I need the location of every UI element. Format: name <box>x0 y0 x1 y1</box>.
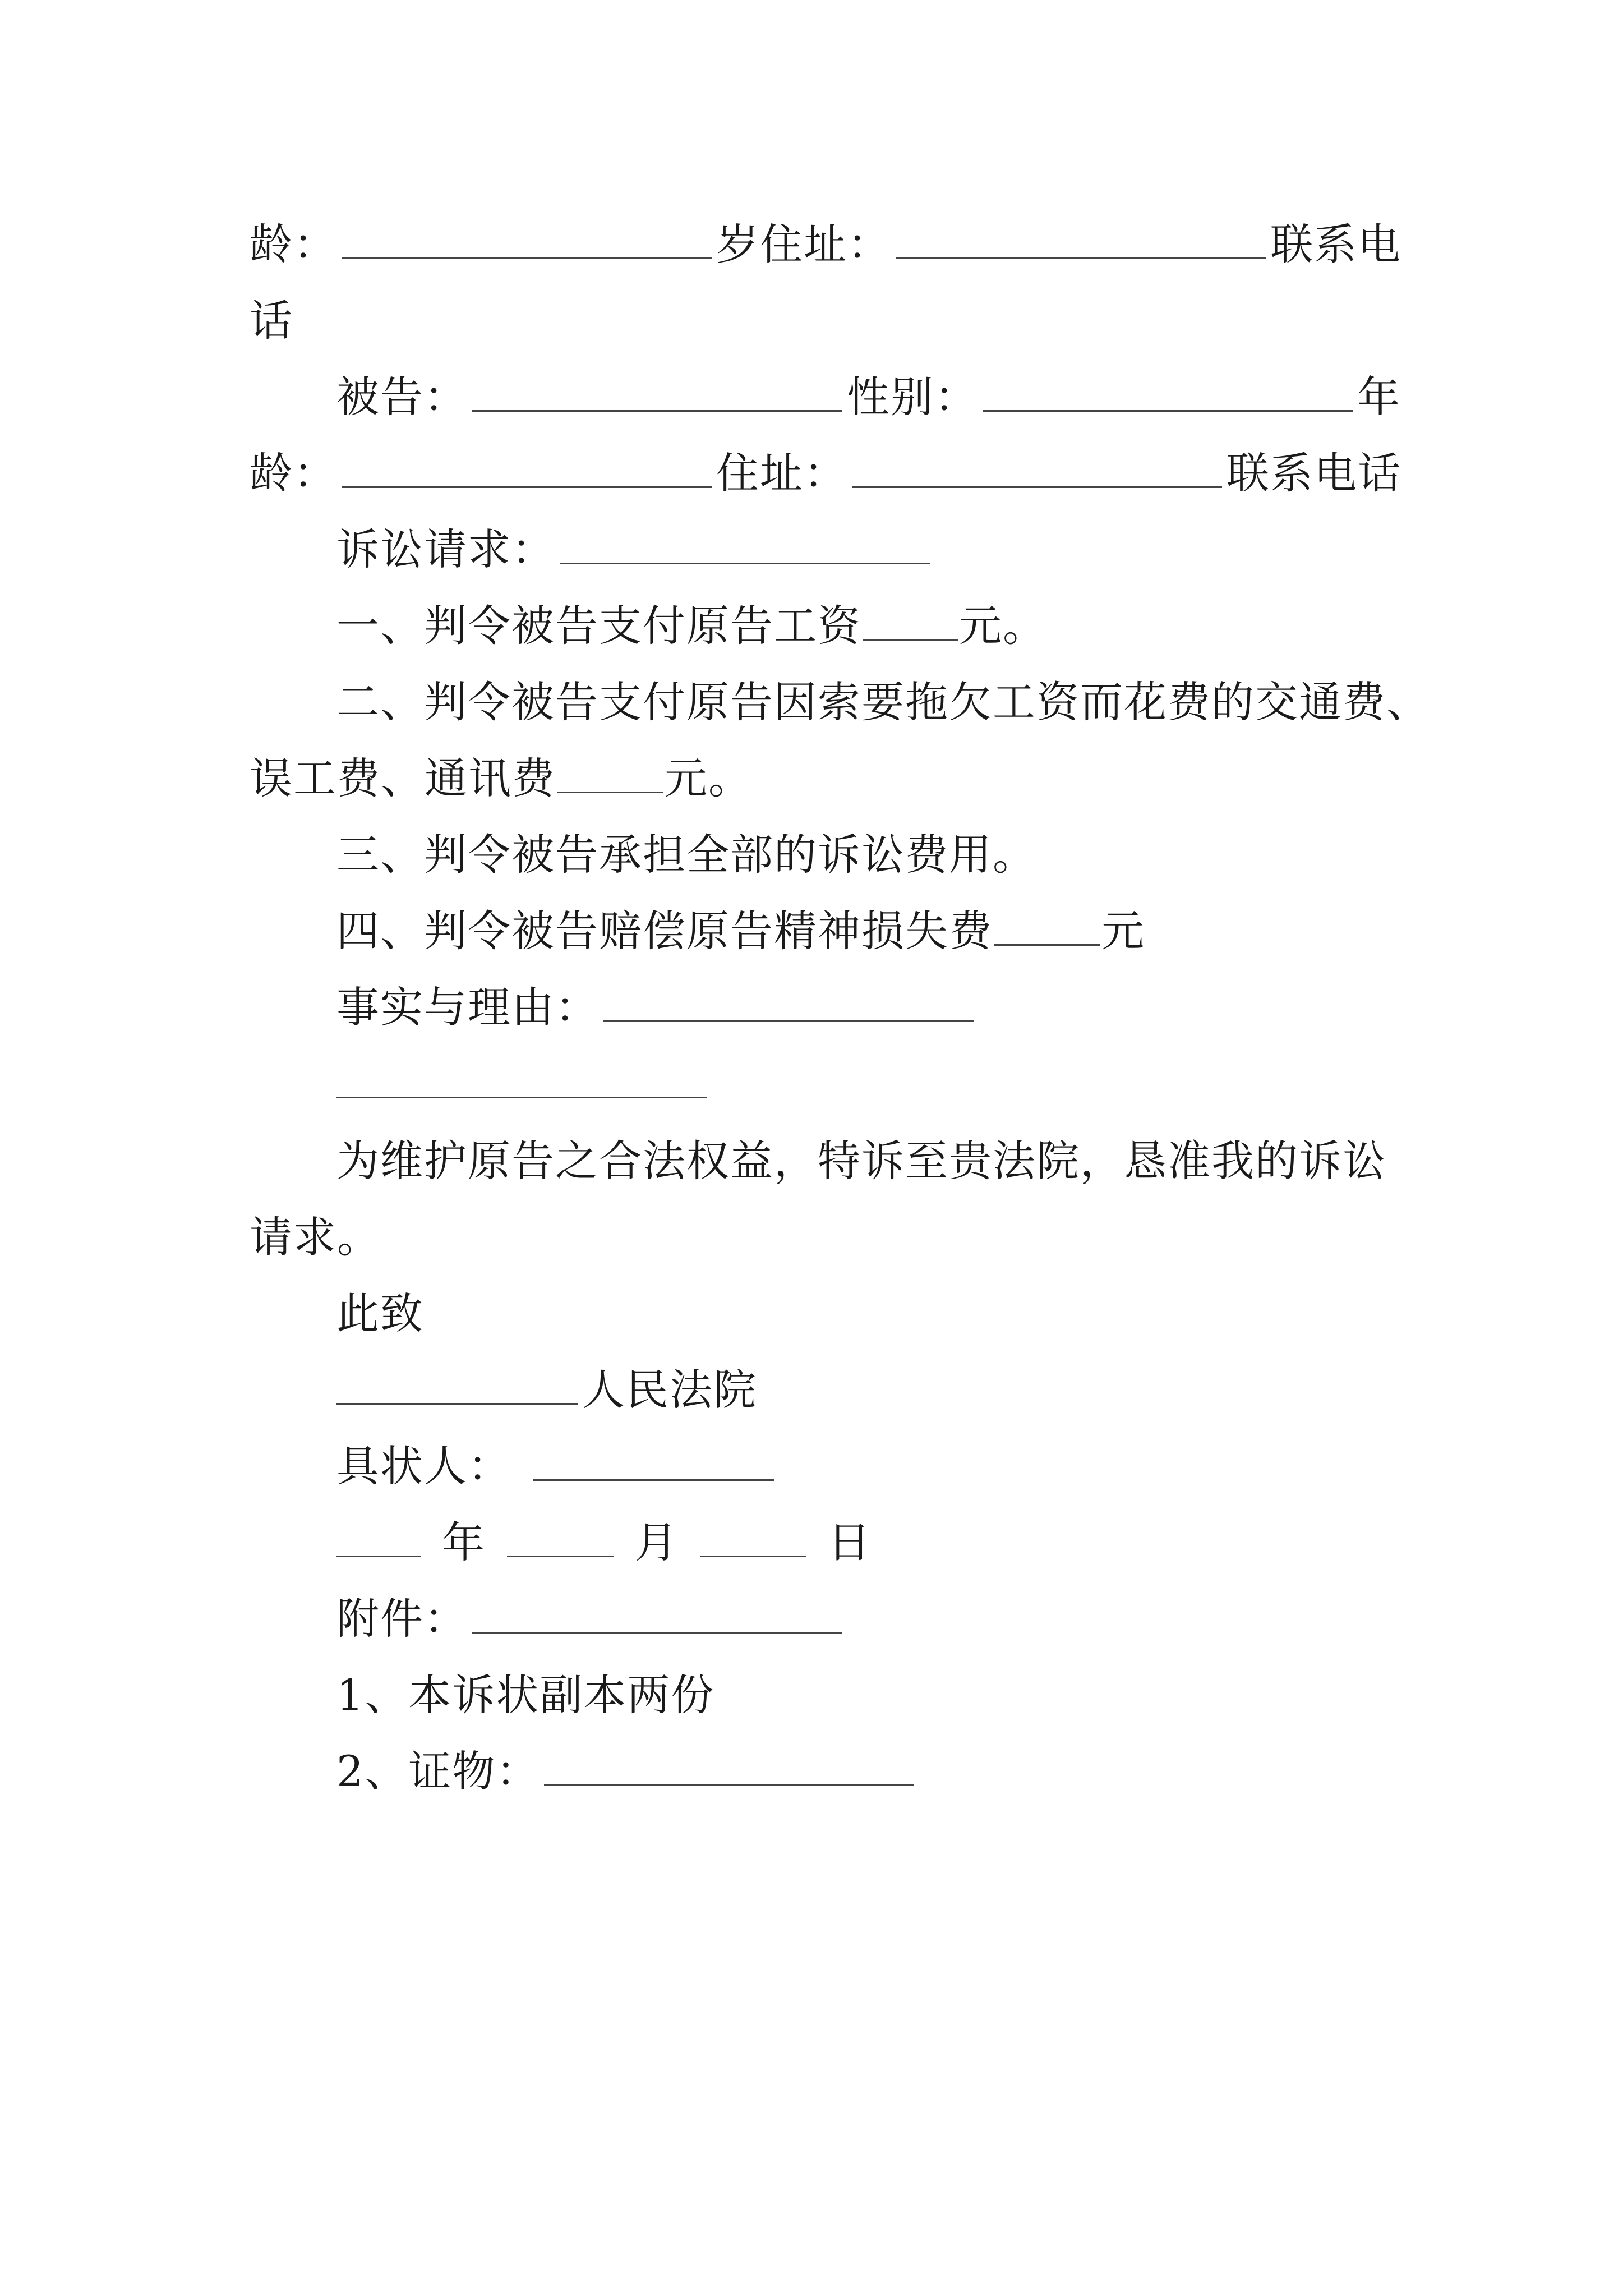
attachments-label: 附件： <box>336 1594 468 1644</box>
defendant-blank[interactable] <box>472 376 842 412</box>
address-blank[interactable] <box>896 224 1266 259</box>
claim-2-text: 二、判令被告支付原告因索要拖欠工资而花费的交通费、 <box>336 677 1430 727</box>
phone-label-end <box>250 282 1388 360</box>
signatory-blank[interactable] <box>533 1446 774 1481</box>
wage-amount-blank[interactable] <box>863 605 958 641</box>
facts-heading: 事实与理由： <box>336 982 599 1032</box>
attachments-blank[interactable] <box>472 1598 842 1634</box>
year-blank[interactable] <box>336 1522 421 1557</box>
facts-heading-line <box>336 968 1475 1047</box>
claim-4 <box>336 892 1475 970</box>
facts-blank[interactable] <box>603 987 974 1022</box>
address-blank-2[interactable] <box>852 453 1222 488</box>
signatory-line <box>336 1427 1475 1506</box>
date-line <box>336 1503 1475 1582</box>
attachments-line <box>336 1580 1475 1658</box>
claims-heading: 诉讼请求： <box>336 524 555 574</box>
closing-statement-continued <box>250 1198 1388 1277</box>
claim-1-text: 一、判令被告支付原告工资 <box>336 601 861 651</box>
gender-blank[interactable] <box>983 376 1353 412</box>
claim-4-text: 四、判令被告赔偿原告精神损失费 <box>336 906 993 956</box>
year-label: 年 <box>442 1517 486 1567</box>
age-label: 龄： <box>250 219 337 269</box>
claim-1-unit: 元。 <box>959 601 1046 651</box>
address-label: 岁住址： <box>716 219 891 269</box>
facts-blank-2[interactable] <box>336 1063 707 1098</box>
claim-2-text-continued: 误工费、通讯费 <box>250 753 556 803</box>
gender-label: 性别： <box>847 372 978 422</box>
claims-blank[interactable] <box>560 529 930 564</box>
salutation-text: 此致 <box>336 1289 424 1338</box>
phone-label-start: 联系电 <box>1270 219 1401 269</box>
closing-statement <box>336 1122 1388 1200</box>
defendant-label: 被告： <box>336 372 468 422</box>
age-blank-2[interactable] <box>342 453 712 488</box>
claim-2-continued <box>250 739 1388 818</box>
defendant-line <box>336 358 1401 436</box>
attachment-1 <box>336 1656 1475 1734</box>
defendant-age-address-line <box>250 434 1401 513</box>
claim-3 <box>336 816 1475 894</box>
signatory-label: 具状人： <box>336 1441 511 1491</box>
claim-3-text: 三、判令被告承担全部的诉讼费用。 <box>336 830 1036 880</box>
facts-blank-line <box>336 1045 1475 1123</box>
closing-statement-text: 为维护原告之合法权益，特诉至贵法院，恳准我的诉讼 <box>336 1136 1386 1186</box>
damages-amount-blank[interactable] <box>994 910 1100 946</box>
attachment-2-label: 2、证物： <box>336 1746 540 1796</box>
claims-heading-line <box>336 510 1475 589</box>
claim-1 <box>336 587 1475 665</box>
evidence-blank[interactable] <box>544 1751 914 1786</box>
month-label: 月 <box>635 1517 679 1567</box>
day-label: 日 <box>828 1517 872 1567</box>
age-blank[interactable] <box>342 224 712 259</box>
address-label-2: 住址： <box>716 448 847 498</box>
attachment-2 <box>336 1732 1475 1811</box>
expense-amount-blank[interactable] <box>557 758 663 793</box>
court-line <box>336 1351 1475 1429</box>
claim-4-unit: 元 <box>1101 906 1145 956</box>
year-label-start: 年 <box>1357 372 1401 422</box>
court-label: 人民法院 <box>582 1365 757 1415</box>
phone-label-2: 联系电话 <box>1227 448 1401 498</box>
claim-2 <box>336 663 1430 742</box>
month-blank[interactable] <box>507 1522 614 1557</box>
phone-label-continued: 话 <box>250 296 293 346</box>
court-name-blank[interactable] <box>336 1369 578 1405</box>
day-blank[interactable] <box>700 1522 806 1557</box>
plaintiff-age-address-line <box>250 205 1401 284</box>
age-label-2: 龄： <box>250 448 337 498</box>
attachment-1-text: 1、本诉状副本两份 <box>336 1670 715 1720</box>
salutation <box>336 1274 1475 1353</box>
claim-2-unit: 元。 <box>665 753 752 803</box>
closing-statement-end: 请求。 <box>250 1212 381 1262</box>
